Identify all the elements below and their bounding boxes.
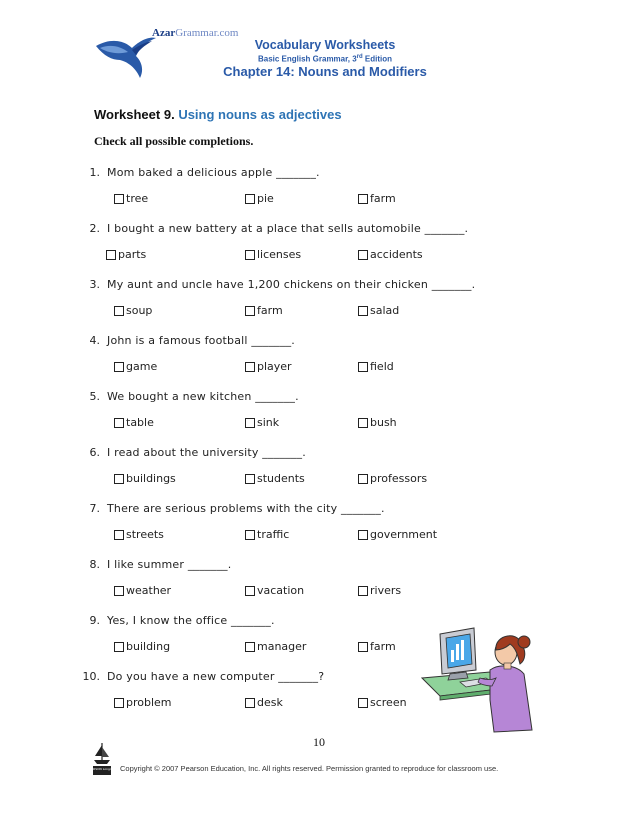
worksheet-topic: Using nouns as adjectives (178, 107, 342, 122)
option-label: soup (126, 304, 153, 317)
answer-option[interactable] (358, 528, 437, 541)
option-label: professors (370, 472, 428, 485)
worksheet-title (94, 107, 342, 122)
publisher-logo-name: PEARSON Longman (87, 767, 117, 771)
answer-option[interactable] (245, 304, 283, 317)
instructions: Check all possible completions. (94, 134, 254, 148)
option-label: game (126, 360, 158, 373)
worksheet-label: Worksheet 9. (94, 107, 175, 122)
option-label: tree (126, 192, 149, 205)
question-number: 1. (89, 166, 100, 179)
checkbox[interactable] (114, 194, 124, 204)
question-number: 5. (89, 390, 100, 403)
subtitle-suffix: Edition (362, 54, 393, 64)
question-text: Do you have a new computer _______? (107, 670, 325, 683)
answer-option[interactable] (358, 248, 423, 261)
logo-brand-rest: Grammar.com (175, 27, 239, 39)
checkbox[interactable] (245, 306, 255, 316)
option-label: accidents (370, 248, 423, 261)
logo-brand: Azar (152, 27, 176, 39)
answer-option[interactable] (245, 640, 306, 653)
checkbox[interactable] (114, 530, 124, 540)
question-text: I read about the university _______. (107, 446, 306, 459)
chapter-title: Chapter 14: Nouns and Modifiers (223, 64, 427, 79)
answer-option[interactable] (245, 584, 304, 597)
answer-option[interactable] (114, 360, 157, 373)
checkbox[interactable] (358, 306, 368, 316)
option-label: problem (126, 696, 172, 709)
option-label: farm (370, 640, 396, 653)
question-number: 4. (89, 334, 100, 347)
option-label: streets (126, 528, 164, 541)
option-label: weather (126, 584, 172, 597)
option-label: pie (257, 192, 274, 205)
option-label: screen (370, 696, 407, 709)
question-text: My aunt and uncle have 1,200 chickens on their chicken _______. (107, 278, 476, 291)
checkbox[interactable] (245, 474, 255, 484)
option-label: sink (257, 416, 280, 429)
answer-option[interactable] (245, 192, 274, 205)
checkbox[interactable] (106, 250, 116, 260)
checkbox[interactable] (245, 530, 255, 540)
checkbox[interactable] (358, 362, 368, 372)
answer-option[interactable] (245, 696, 283, 709)
checkbox[interactable] (358, 250, 368, 260)
checkbox[interactable] (358, 642, 368, 652)
answer-option[interactable] (245, 416, 279, 429)
checkbox[interactable] (358, 418, 368, 428)
pearson-ship-logo-icon (87, 742, 117, 776)
swallow-bird-icon (92, 28, 158, 80)
answer-option[interactable] (114, 584, 171, 597)
question-text: There are serious problems with the city _______. (107, 502, 385, 515)
subtitle-sup: rd (356, 54, 363, 60)
answer-option[interactable] (245, 360, 292, 373)
option-label: rivers (370, 584, 402, 597)
question-text: Yes, I know the office _______. (107, 614, 275, 627)
answer-option[interactable] (245, 248, 301, 261)
checkbox[interactable] (358, 530, 368, 540)
question-text: I like summer _______. (107, 558, 232, 571)
question-text: We bought a new kitchen _______. (107, 390, 299, 403)
checkbox[interactable] (114, 362, 124, 372)
option-label: bush (370, 416, 397, 429)
answer-option[interactable] (114, 472, 176, 485)
option-label: farm (257, 304, 283, 317)
question-text: I bought a new battery at a place that sells automobile _______. (107, 222, 469, 235)
option-label: manager (257, 640, 307, 653)
checkbox[interactable] (114, 698, 124, 708)
answer-option[interactable] (358, 584, 401, 597)
checkbox[interactable] (245, 586, 255, 596)
checkbox[interactable] (245, 698, 255, 708)
checkbox[interactable] (245, 418, 255, 428)
woman-at-computer-illustration (420, 620, 540, 740)
checkbox[interactable] (245, 250, 255, 260)
answer-option[interactable] (358, 640, 396, 653)
option-label: salad (370, 304, 400, 317)
option-label: vacation (257, 584, 305, 597)
option-label: field (370, 360, 394, 373)
question-number: 7. (89, 502, 100, 515)
option-label: desk (257, 696, 283, 709)
option-label: traffic (257, 528, 290, 541)
answer-option[interactable] (358, 360, 394, 373)
header-subtitle (180, 54, 470, 64)
question-number: 3. (89, 278, 100, 291)
question-number: 2. (89, 222, 100, 235)
answer-option[interactable] (358, 696, 407, 709)
answer-option[interactable] (114, 304, 152, 317)
checkbox[interactable] (358, 194, 368, 204)
checkbox[interactable] (114, 642, 124, 652)
checkbox[interactable] (358, 474, 368, 484)
option-label: parts (118, 248, 147, 261)
answer-option[interactable] (358, 416, 397, 429)
checkbox[interactable] (358, 698, 368, 708)
answer-option[interactable] (114, 696, 172, 709)
question-text: Mom baked a delicious apple _______. (107, 166, 320, 179)
question-number: 8. (89, 558, 100, 571)
header-title: Vocabulary Worksheets (254, 38, 396, 52)
option-label: farm (370, 192, 396, 205)
question-number: 9. (89, 614, 100, 627)
answer-option[interactable] (114, 192, 148, 205)
checkbox[interactable] (245, 642, 255, 652)
checkbox[interactable] (245, 194, 255, 204)
question-number: 6. (89, 446, 100, 459)
option-label: player (257, 360, 292, 373)
answer-option[interactable] (114, 416, 154, 429)
answer-option[interactable] (114, 528, 164, 541)
answer-option[interactable] (358, 472, 427, 485)
option-label: building (126, 640, 171, 653)
subtitle-prefix: Basic English Grammar, 3 (257, 54, 357, 64)
option-label: students (257, 472, 305, 485)
question-number: 10. (82, 670, 100, 683)
option-label: licenses (257, 248, 302, 261)
answer-option[interactable] (106, 248, 146, 261)
question-text: John is a famous football _______. (107, 334, 295, 347)
answer-option[interactable] (358, 192, 396, 205)
checkbox[interactable] (114, 474, 124, 484)
option-label: government (370, 528, 438, 541)
checkbox[interactable] (114, 306, 124, 316)
checkbox[interactable] (245, 362, 255, 372)
option-label: buildings (126, 472, 176, 485)
answer-option[interactable] (358, 304, 399, 317)
checkbox[interactable] (114, 586, 124, 596)
answer-option[interactable] (114, 640, 170, 653)
option-label: table (126, 416, 154, 429)
answer-option[interactable] (245, 528, 289, 541)
copyright-notice: Copyright © 2007 Pearson Education, Inc. All rights reserved. Permission granted to reproduce for classroom use. (120, 764, 499, 773)
checkbox[interactable] (114, 418, 124, 428)
checkbox[interactable] (358, 586, 368, 596)
page-number: 10 (313, 735, 325, 749)
answer-option[interactable] (245, 472, 305, 485)
